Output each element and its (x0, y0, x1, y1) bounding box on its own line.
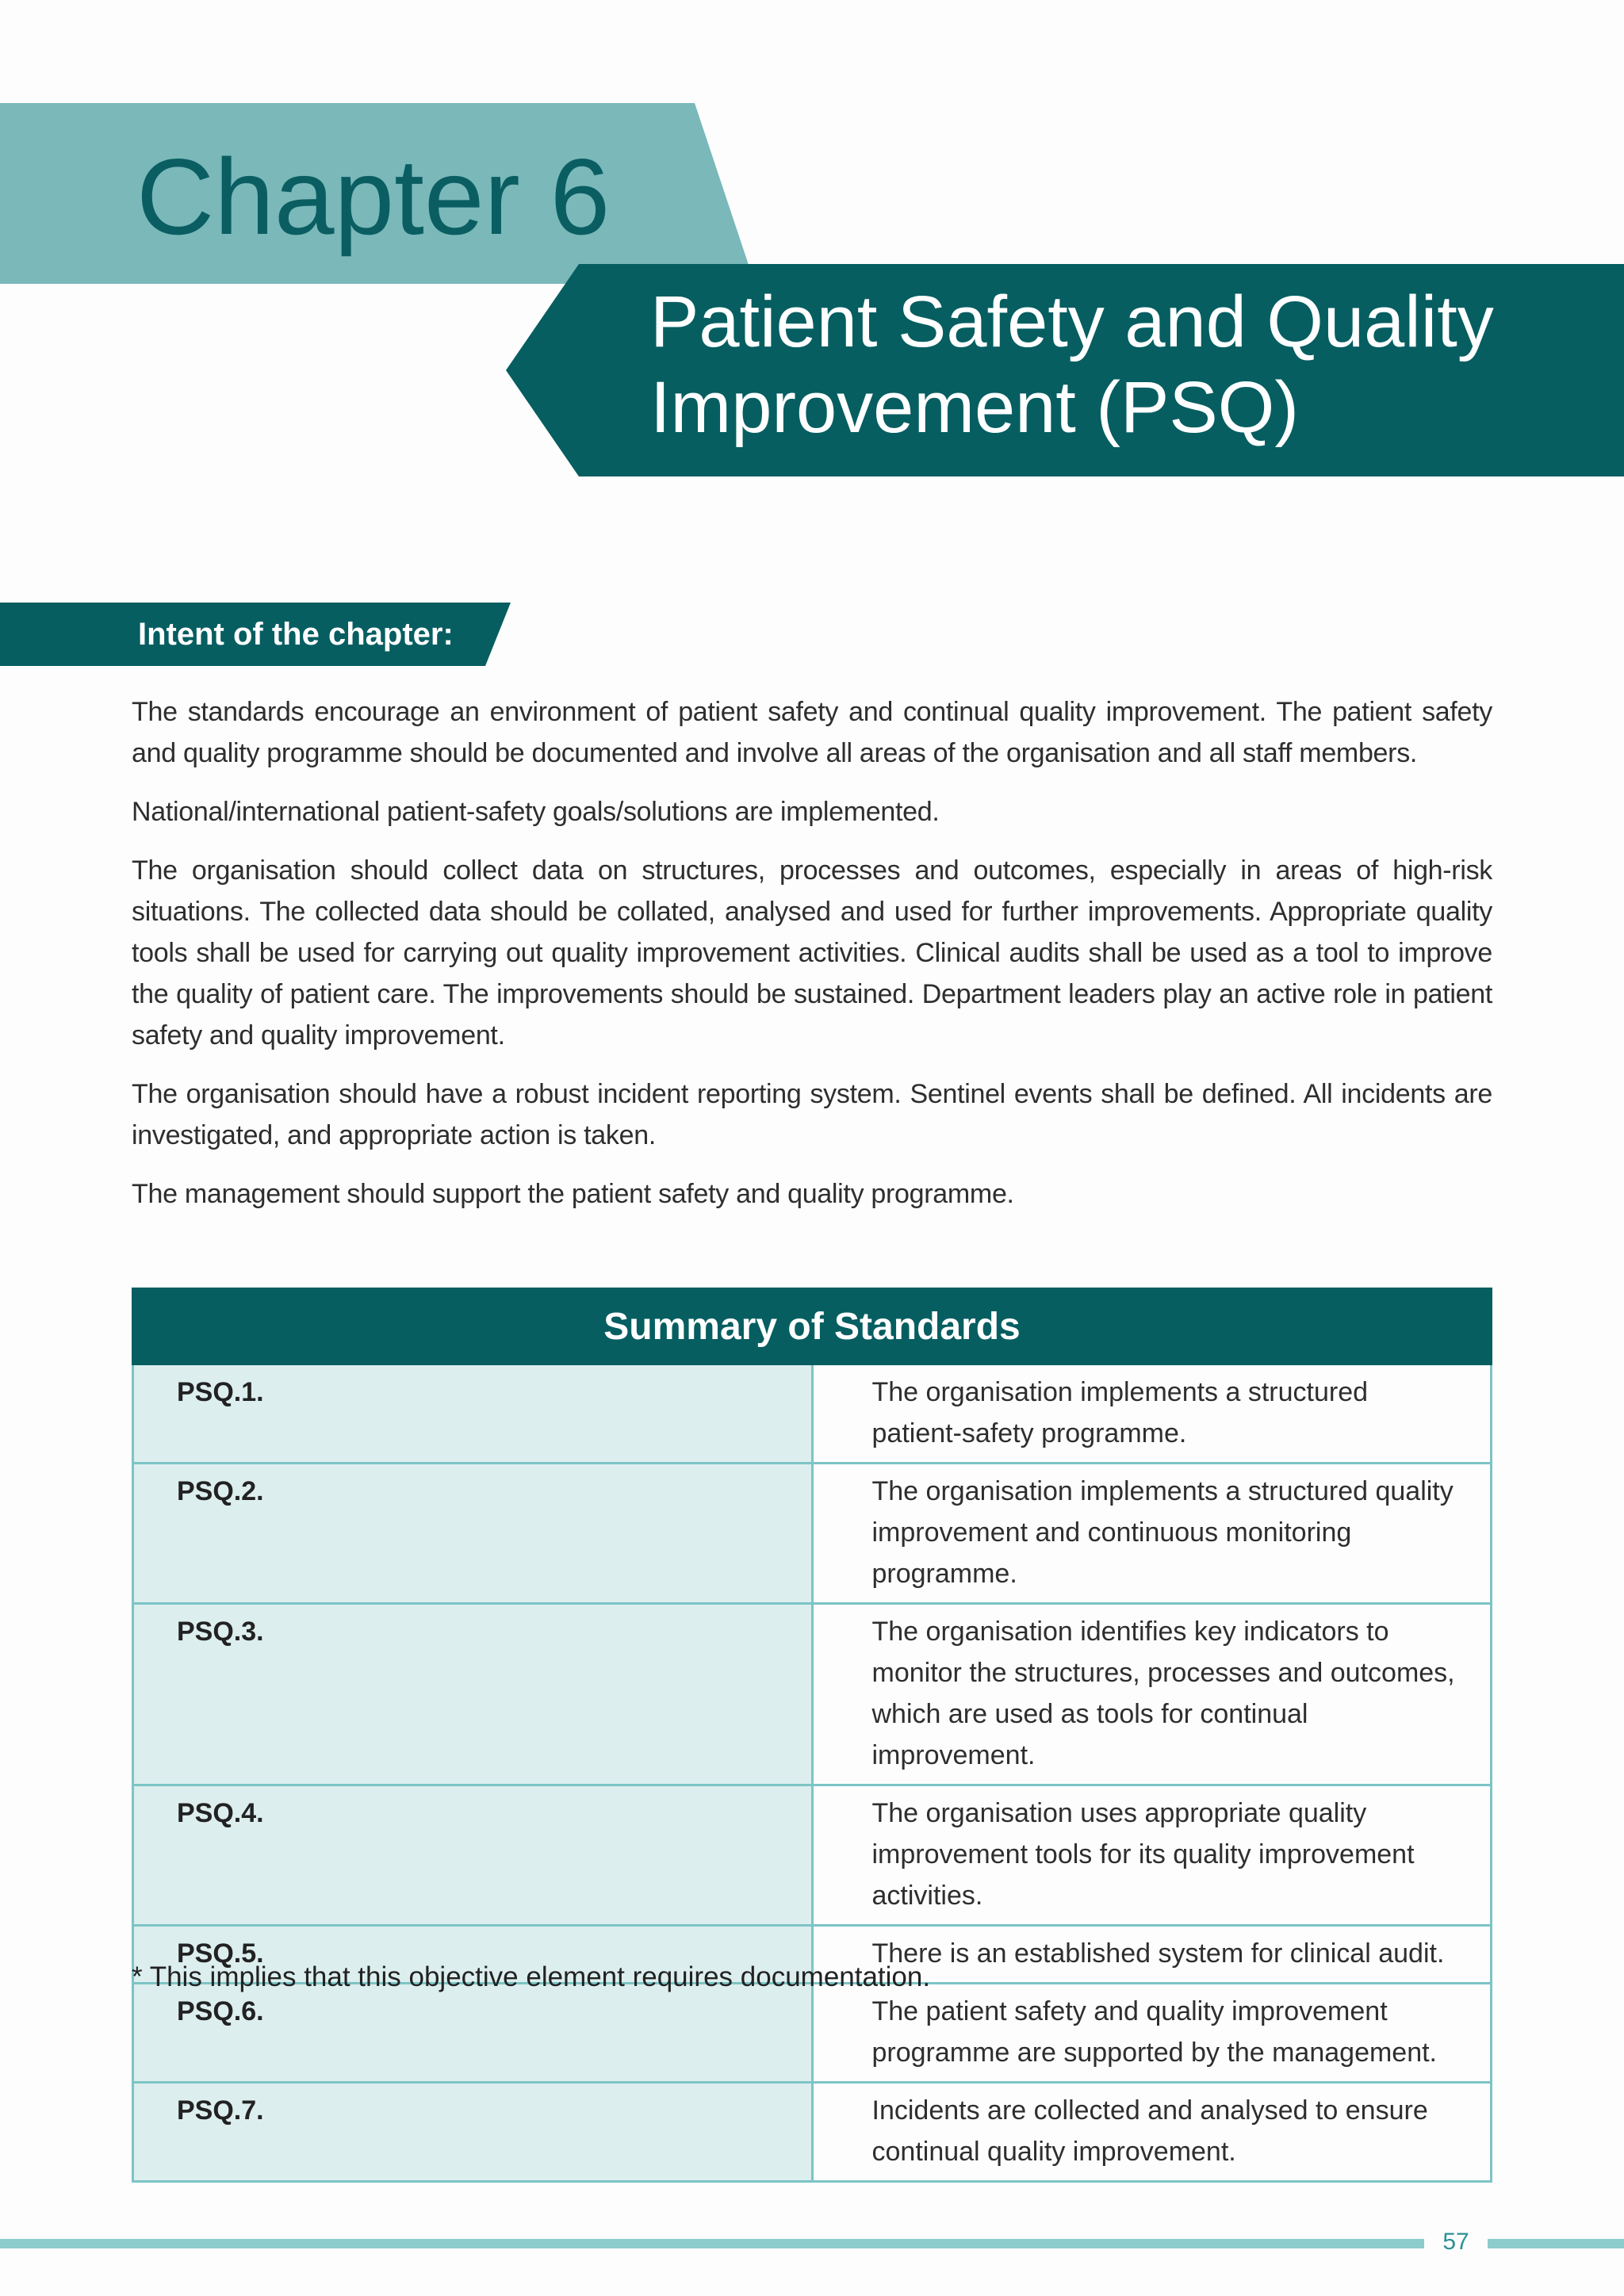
standard-code: PSQ.5. (133, 1926, 813, 1984)
table-row (133, 1364, 1492, 1464)
standard-description: The organisation implements a structured patient-safety programme. (812, 1364, 1492, 1464)
standard-code: PSQ.2. (133, 1464, 813, 1604)
standard-description: The organisation implements a structured quality improvement and continuous monitoring programme. (812, 1464, 1492, 1604)
standard-description: There is an established system for clinical audit. (812, 1926, 1492, 1984)
standard-description: The patient safety and quality improvement programme are supported by the management. (812, 1984, 1492, 2083)
standard-code: PSQ.6. (133, 1984, 813, 2083)
standard-code: PSQ.7. (133, 2083, 813, 2182)
footer-rule-left (0, 2239, 1424, 2248)
standard-description: The organisation identifies key indicators to monitor the structures, processes and outcomes, which are used as tools for continual improvement. (812, 1604, 1492, 1785)
standard-description: Incidents are collected and analysed to ensure continual quality improvement. (812, 2083, 1492, 2182)
standard-code: PSQ.1. (133, 1364, 813, 1464)
chapter-label: Chapter 6 (136, 136, 611, 257)
standard-description: The organisation uses appropriate quality improvement tools for its quality improvement activities. (812, 1785, 1492, 1926)
standard-code: PSQ.3. (133, 1604, 813, 1785)
intent-paragraph: The organisation should collect data on structures, processes and outcomes, especially in areas of high-risk situations. The collected data should be collated, analysed and used for further improvements. Appropriate quality tools shall be used for carrying out quality improvement activities. Clinical audits shall be used as a tool to improve the quality of patient care. The improvements should be sustained. Department leaders play an active role in patient safety and quality improvement. (132, 855, 1492, 1050)
footer-rule-right (1488, 2239, 1624, 2248)
footnote: * This implies that this objective element requires documentation. (132, 1961, 931, 1992)
intent-paragraph: National/international patient-safety goals/solutions are implemented. (132, 797, 940, 827)
intent-paragraph: The management should support the patient safety and quality programme. (132, 1179, 1014, 1209)
table-row (133, 2083, 1492, 2182)
intent-paragraph: The organisation should have a robust incident reporting system. Sentinel events shall be defined. All incidents are investigated, and appropriate action is taken. (132, 1079, 1492, 1150)
page-number: 57 (1442, 2229, 1469, 2255)
table-row (133, 1984, 1492, 2083)
table-row (133, 1785, 1492, 1926)
intent-body (132, 691, 1492, 1232)
standard-code: PSQ.4. (133, 1785, 813, 1926)
table-row (133, 1604, 1492, 1785)
table-header-row (133, 1289, 1492, 1364)
summary-of-standards-table (132, 1288, 1492, 2183)
chapter-title: Patient Safety and Quality Improvement (PSQ) (650, 281, 1494, 448)
intent-paragraph: The standards encourage an environment of patient safety and continual quality improvement. The patient safety and quality programme should be documented and involve all areas of the organisation and all staff members. (132, 697, 1492, 768)
intent-heading: Intent of the chapter: (138, 617, 454, 652)
summary-title: Summary of Standards (133, 1289, 1492, 1364)
table-row (133, 1464, 1492, 1604)
